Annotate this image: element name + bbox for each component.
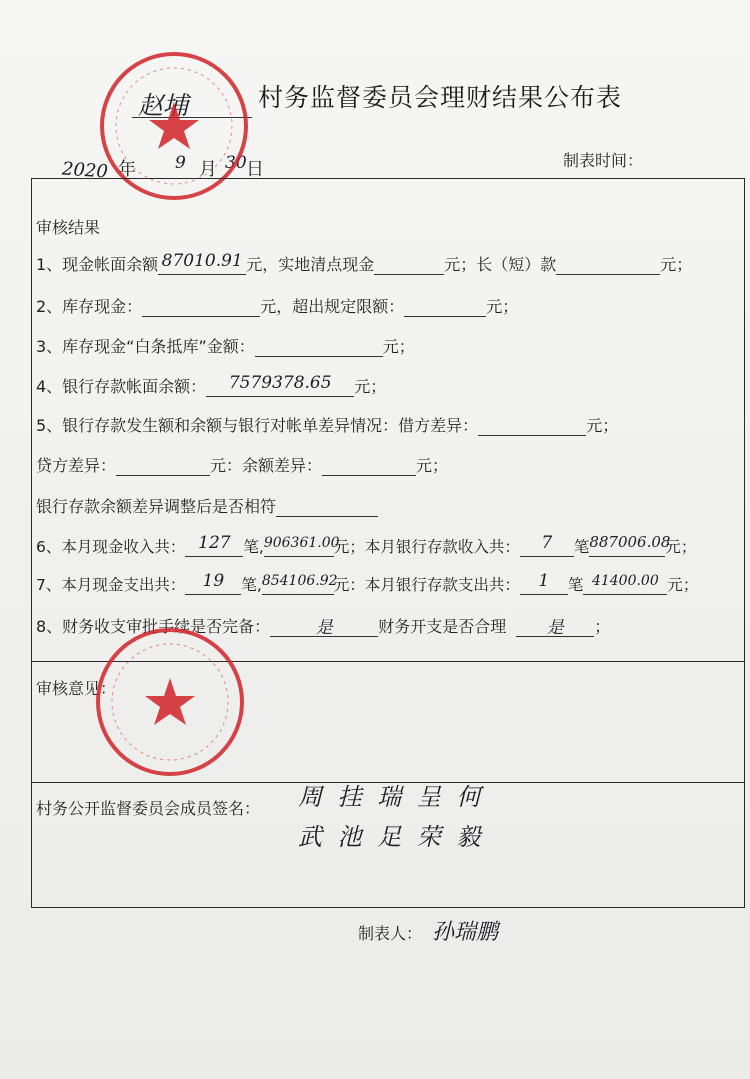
row2-unit: 元，超出规定限额：	[260, 297, 405, 316]
row6-bank-amount-unit: 元；	[665, 538, 697, 556]
row1-label: 1、现金帐面余额	[36, 255, 159, 274]
row-cash-on-hand	[36, 294, 518, 317]
cash-book-balance-field	[158, 251, 246, 275]
expense-reasonable-answer: 是	[546, 618, 564, 638]
row8-middle: 财务开支是否合理	[378, 617, 507, 636]
row-monthly-expense	[36, 573, 698, 595]
row1-unit2: 元；长（短）款	[444, 255, 557, 274]
iou-amount-field	[255, 336, 383, 357]
expense-reasonable-field	[516, 616, 594, 637]
bank-income-amount-field	[589, 533, 671, 557]
row-bank-difference	[36, 413, 618, 436]
row2-unit2: 元；	[486, 297, 519, 316]
bank-income-count-field	[520, 533, 574, 557]
bank-expense-count: 1	[538, 571, 550, 591]
row3-unit: 元；	[382, 337, 415, 356]
row5-unit: 元；	[586, 416, 619, 435]
row1-unit3: 元；	[660, 255, 693, 274]
cash-on-hand-field	[142, 296, 260, 317]
excess-limit-field	[404, 296, 486, 317]
bank-expense-amount: 41400.00	[591, 573, 659, 589]
date-year: 2020	[61, 158, 109, 183]
row7-bank-amount-unit: 元；	[667, 576, 699, 594]
prepared-time-label: 制表时间：	[563, 151, 644, 170]
cash-income-count: 127	[198, 533, 231, 553]
bank-income-amount: 887006.08	[589, 533, 671, 551]
reconciled-field	[276, 496, 378, 517]
cash-expense-count-field	[185, 571, 241, 595]
row-reconciled	[36, 494, 378, 517]
supervision-committee-seal-stamp	[96, 628, 244, 776]
cash-expense-amount: 854106.92	[261, 573, 338, 589]
members-signature-label: 村务公开监督委员会成员签名：	[36, 799, 261, 818]
signatures-line-2: 武 池 足 荣 毅	[298, 823, 485, 851]
row7-amount-unit: 元：本月银行存款支出共：	[333, 576, 520, 594]
cash-counted-field	[374, 254, 444, 275]
cash-income-count-field	[185, 533, 243, 557]
row4-label: 4、银行存款帐面余额：	[36, 377, 207, 396]
row6-amount-unit: 元；本月银行存款收入共：	[333, 538, 520, 556]
signatures-line-1: 周 挂 瑞 呈 何	[298, 783, 485, 811]
members-signatures	[298, 777, 498, 877]
balance-difference-field	[322, 455, 416, 476]
row-monthly-income	[36, 535, 696, 557]
date-year-char: 年	[118, 159, 136, 180]
row1-unit: 元，实地清点现金	[246, 255, 375, 274]
row5b-unit: 元：余额差异：	[210, 456, 323, 475]
debit-difference-field	[478, 415, 586, 436]
approval-complete-answer: 是	[315, 618, 333, 638]
cash-book-balance-value: 87010.91	[161, 251, 243, 271]
maker-signature: 孙瑞鹏	[432, 920, 499, 945]
date-month-char: 月	[199, 159, 217, 180]
document-title: 村务监督委员会理财结果公布表	[258, 83, 623, 112]
credit-difference-field	[116, 455, 210, 476]
row5b-label: 贷方差异：	[36, 456, 117, 475]
cash-expense-count: 19	[202, 571, 225, 591]
row2-label: 2、库存现金：	[36, 297, 143, 316]
row4-unit: 元；	[354, 377, 387, 396]
review-opinion-label: 审核意见：	[36, 679, 117, 698]
approval-complete-field	[270, 616, 378, 637]
row7-label: 7、本月现金支出共：	[36, 576, 186, 594]
row7-count-unit: 笔,	[241, 576, 262, 594]
bank-expense-amount-field	[583, 574, 667, 595]
maker-label: 制表人：	[358, 924, 423, 943]
row6-bank-count-unit: 笔	[573, 538, 590, 556]
row8-end: ；	[594, 617, 611, 636]
village-name-handwritten: 赵埔	[138, 91, 189, 120]
date-day-char: 日	[246, 159, 264, 180]
row6-label: 6、本月现金收入共：	[36, 538, 186, 556]
row-cash-balance	[36, 252, 692, 275]
bank-expense-count-field	[520, 571, 568, 595]
cash-over-short-field	[556, 254, 660, 275]
date-month: 9	[175, 153, 186, 173]
row-credit-difference	[36, 453, 448, 476]
row-bank-balance	[36, 374, 386, 397]
cash-expense-amount-field	[261, 573, 338, 595]
row3-label: 3、库存现金“白条抵库”金额：	[36, 337, 255, 356]
row5c-label: 银行存款余额差异调整后是否相符	[36, 497, 277, 516]
bank-income-count: 7	[541, 533, 553, 553]
row7-bank-count-unit: 笔	[567, 576, 584, 594]
review-results-heading: 审核结果	[36, 218, 101, 237]
bank-balance-value: 7579378.65	[228, 373, 332, 393]
row-iou-amount	[36, 334, 415, 357]
row6-count-unit: 笔,	[243, 538, 264, 556]
row5-label: 5、银行存款发生额和余额与银行对帐单差异情况：借方差异：	[36, 416, 479, 435]
date-day: 30	[225, 153, 247, 173]
cash-income-amount-field	[263, 535, 340, 557]
cash-income-amount: 906361.00	[263, 535, 340, 551]
row5b-unit2: 元；	[416, 456, 449, 475]
row8-label: 8、财务收支审批手续是否完备：	[36, 617, 271, 636]
bank-balance-field	[206, 373, 354, 397]
